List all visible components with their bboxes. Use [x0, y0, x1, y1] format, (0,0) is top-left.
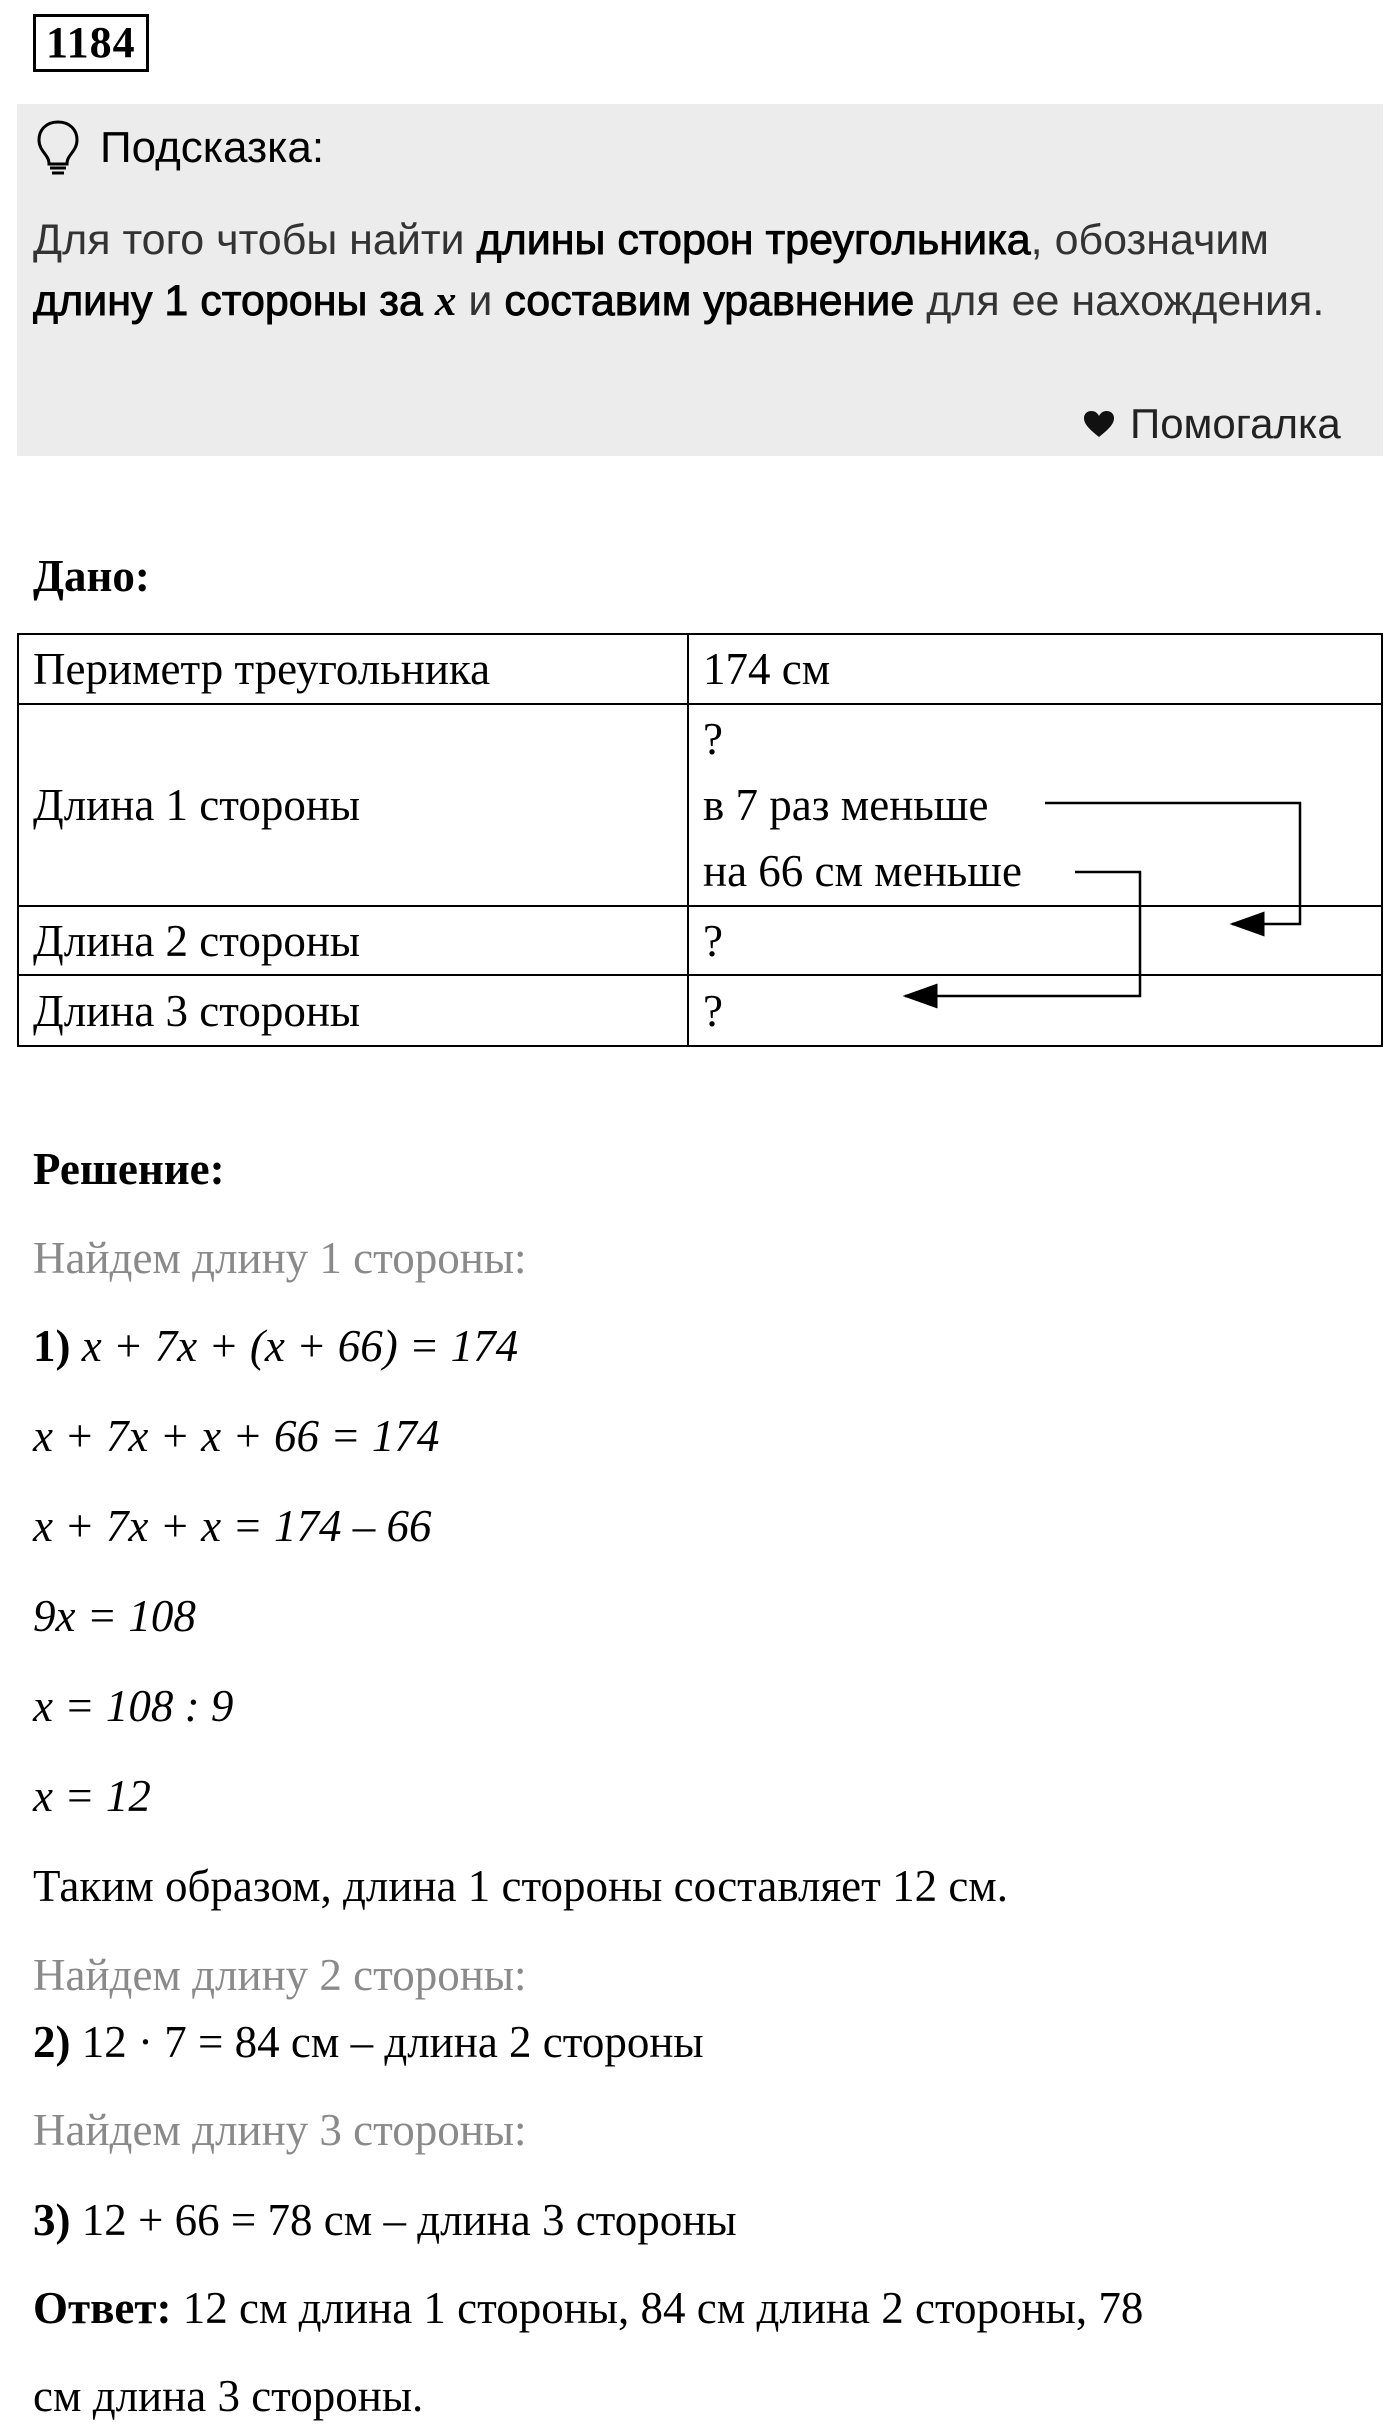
table-row	[18, 704, 1382, 906]
heart-icon	[1083, 410, 1115, 438]
equation: 1) x + 7x + (x + 66) = 174	[33, 1321, 519, 1371]
lightbulb-icon	[34, 118, 82, 178]
brand-label: Помогалка	[1130, 400, 1341, 447]
table-cell-label: Периметр треугольника	[18, 634, 688, 704]
step-caption: Найдем длину 3 стороны:	[33, 2105, 527, 2155]
table-cell-label: Длина 3 стороны	[18, 975, 688, 1046]
equation: x + 7x + x + 66 = 174	[33, 1411, 440, 1461]
conclusion: Таким образом, длина 1 стороны составляет 12 см.	[33, 1861, 1009, 1911]
equation: x = 12	[33, 1771, 151, 1821]
hint-title: Подсказка:	[100, 123, 325, 172]
solution-title: Решение:	[33, 1144, 225, 1194]
step: 3) 12 + 66 = 78 см – длина 3 стороны	[33, 2195, 737, 2245]
table-cell-label: Длина 1 стороны	[18, 704, 688, 906]
hint-text: Для того чтобы найти длины сторон треугольника, обозначим длину 1 стороны за x и составим уравнение для ее нахождения.	[33, 216, 1325, 325]
value-line: на 66 см меньше	[703, 846, 1022, 896]
table-cell-label: Длина 2 стороны	[18, 906, 688, 975]
equation: x + 7x + x = 174 – 66	[33, 1501, 432, 1551]
step-caption: Найдем длину 1 стороны:	[33, 1233, 527, 1283]
table-cell-value	[688, 704, 1382, 906]
step-caption: Найдем длину 2 стороны:	[33, 1950, 527, 2000]
given-table	[17, 633, 1383, 1047]
equation: x = 108 : 9	[33, 1681, 234, 1731]
given-title: Дано:	[33, 551, 150, 601]
table-row	[18, 975, 1382, 1046]
task-number: 1184	[33, 14, 149, 72]
table-cell-value: ?	[688, 975, 1382, 1046]
table-row	[18, 906, 1382, 975]
equation: 9x = 108	[33, 1591, 196, 1641]
answer: Ответ: 12 см длина 1 стороны, 84 см длина 2 стороны, 78	[33, 2283, 1144, 2333]
answer-continued: см длина 3 стороны.	[33, 2371, 424, 2421]
step: 2) 12 · 7 = 84 см – длина 2 стороны	[33, 2017, 704, 2067]
value-line: ?	[703, 714, 723, 764]
table-cell-value: 174 см	[688, 634, 1382, 704]
value-line: в 7 раз меньше	[703, 780, 989, 830]
table-cell-value: ?	[688, 906, 1382, 975]
table-row	[18, 634, 1382, 704]
